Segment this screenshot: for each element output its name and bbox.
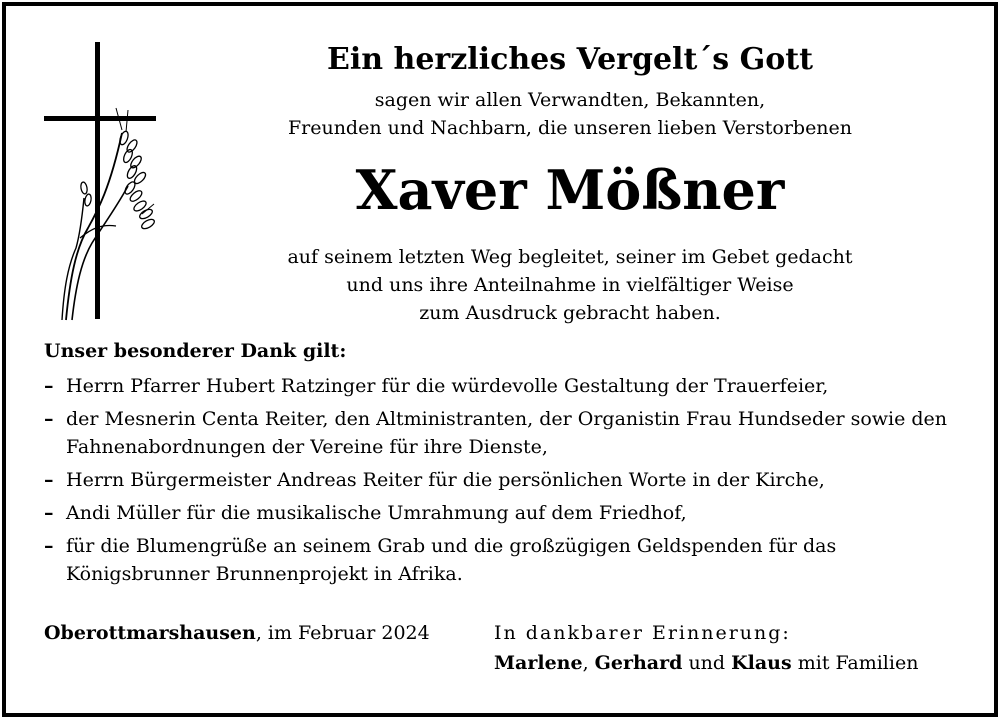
thanks-heading: Unser besonderer Dank gilt: — [44, 340, 347, 362]
dash-bullet: – — [44, 535, 54, 557]
list-item-text: Herrn Pfarrer Hubert Ratzinger für die würdevolle Gestaltung der Trauerfeier, — [66, 375, 829, 397]
deceased-name: Xaver Mößner — [355, 158, 785, 222]
separator: , — [582, 652, 595, 674]
list-item — [44, 372, 964, 400]
text-line-2: und uns ihre Anteilnahme in vielfältiger Weise — [346, 274, 794, 296]
thanks-list — [44, 372, 964, 593]
dash-bullet: – — [44, 408, 54, 430]
list-item — [44, 532, 964, 588]
list-item — [44, 499, 964, 527]
place-name: Oberottmarshausen — [44, 622, 256, 644]
list-item-text: Herrn Bürgermeister Andreas Reiter für die persönlichen Worte in der Kirche, — [66, 469, 825, 491]
signer-gerhard: Gerhard — [594, 652, 683, 674]
signers-suffix: mit Familien — [791, 652, 919, 674]
notice-title: Ein herzliches Vergelt´s Gott — [327, 42, 813, 77]
dash-bullet: – — [44, 469, 54, 491]
list-item-text: Andi Müller für die musikalische Umrahmung auf dem Friedhof, — [66, 502, 687, 524]
signer-klaus: Klaus — [731, 652, 792, 674]
list-item — [44, 405, 964, 461]
list-item-text: für die Blumengrüße an seinem Grab und die großzügigen Geldspenden für das Königsbrunner Brunnenprojekt in Afrika. — [66, 535, 837, 585]
dash-bullet: – — [44, 375, 54, 397]
text-line-3: zum Ausdruck gebracht haben. — [419, 302, 721, 324]
list-item — [44, 466, 964, 494]
signers — [494, 652, 918, 674]
place-date — [44, 622, 430, 644]
cross-with-wheat-icon — [36, 38, 166, 323]
list-item-text: der Mesnerin Centa Reiter, den Altministranten, der Organistin Frau Hundseder sowie den Fahnenabordnungen der Vereine für ihre Dienste, — [66, 408, 948, 458]
signer-marlene: Marlene — [494, 652, 583, 674]
memory-line: In dankbarer Erinnerung: — [494, 622, 791, 644]
separator: und — [682, 652, 732, 674]
intro-line-1: sagen wir allen Verwandten, Bekannten, — [374, 89, 766, 111]
dash-bullet: – — [44, 502, 54, 524]
date-text: , im Februar 2024 — [255, 622, 430, 644]
intro-line-2: Freunden und Nachbarn, die unseren lieben Verstorbenen — [287, 117, 853, 139]
text-line-1: auf seinem letzten Weg begleitet, seiner im Gebet gedacht — [287, 246, 853, 268]
